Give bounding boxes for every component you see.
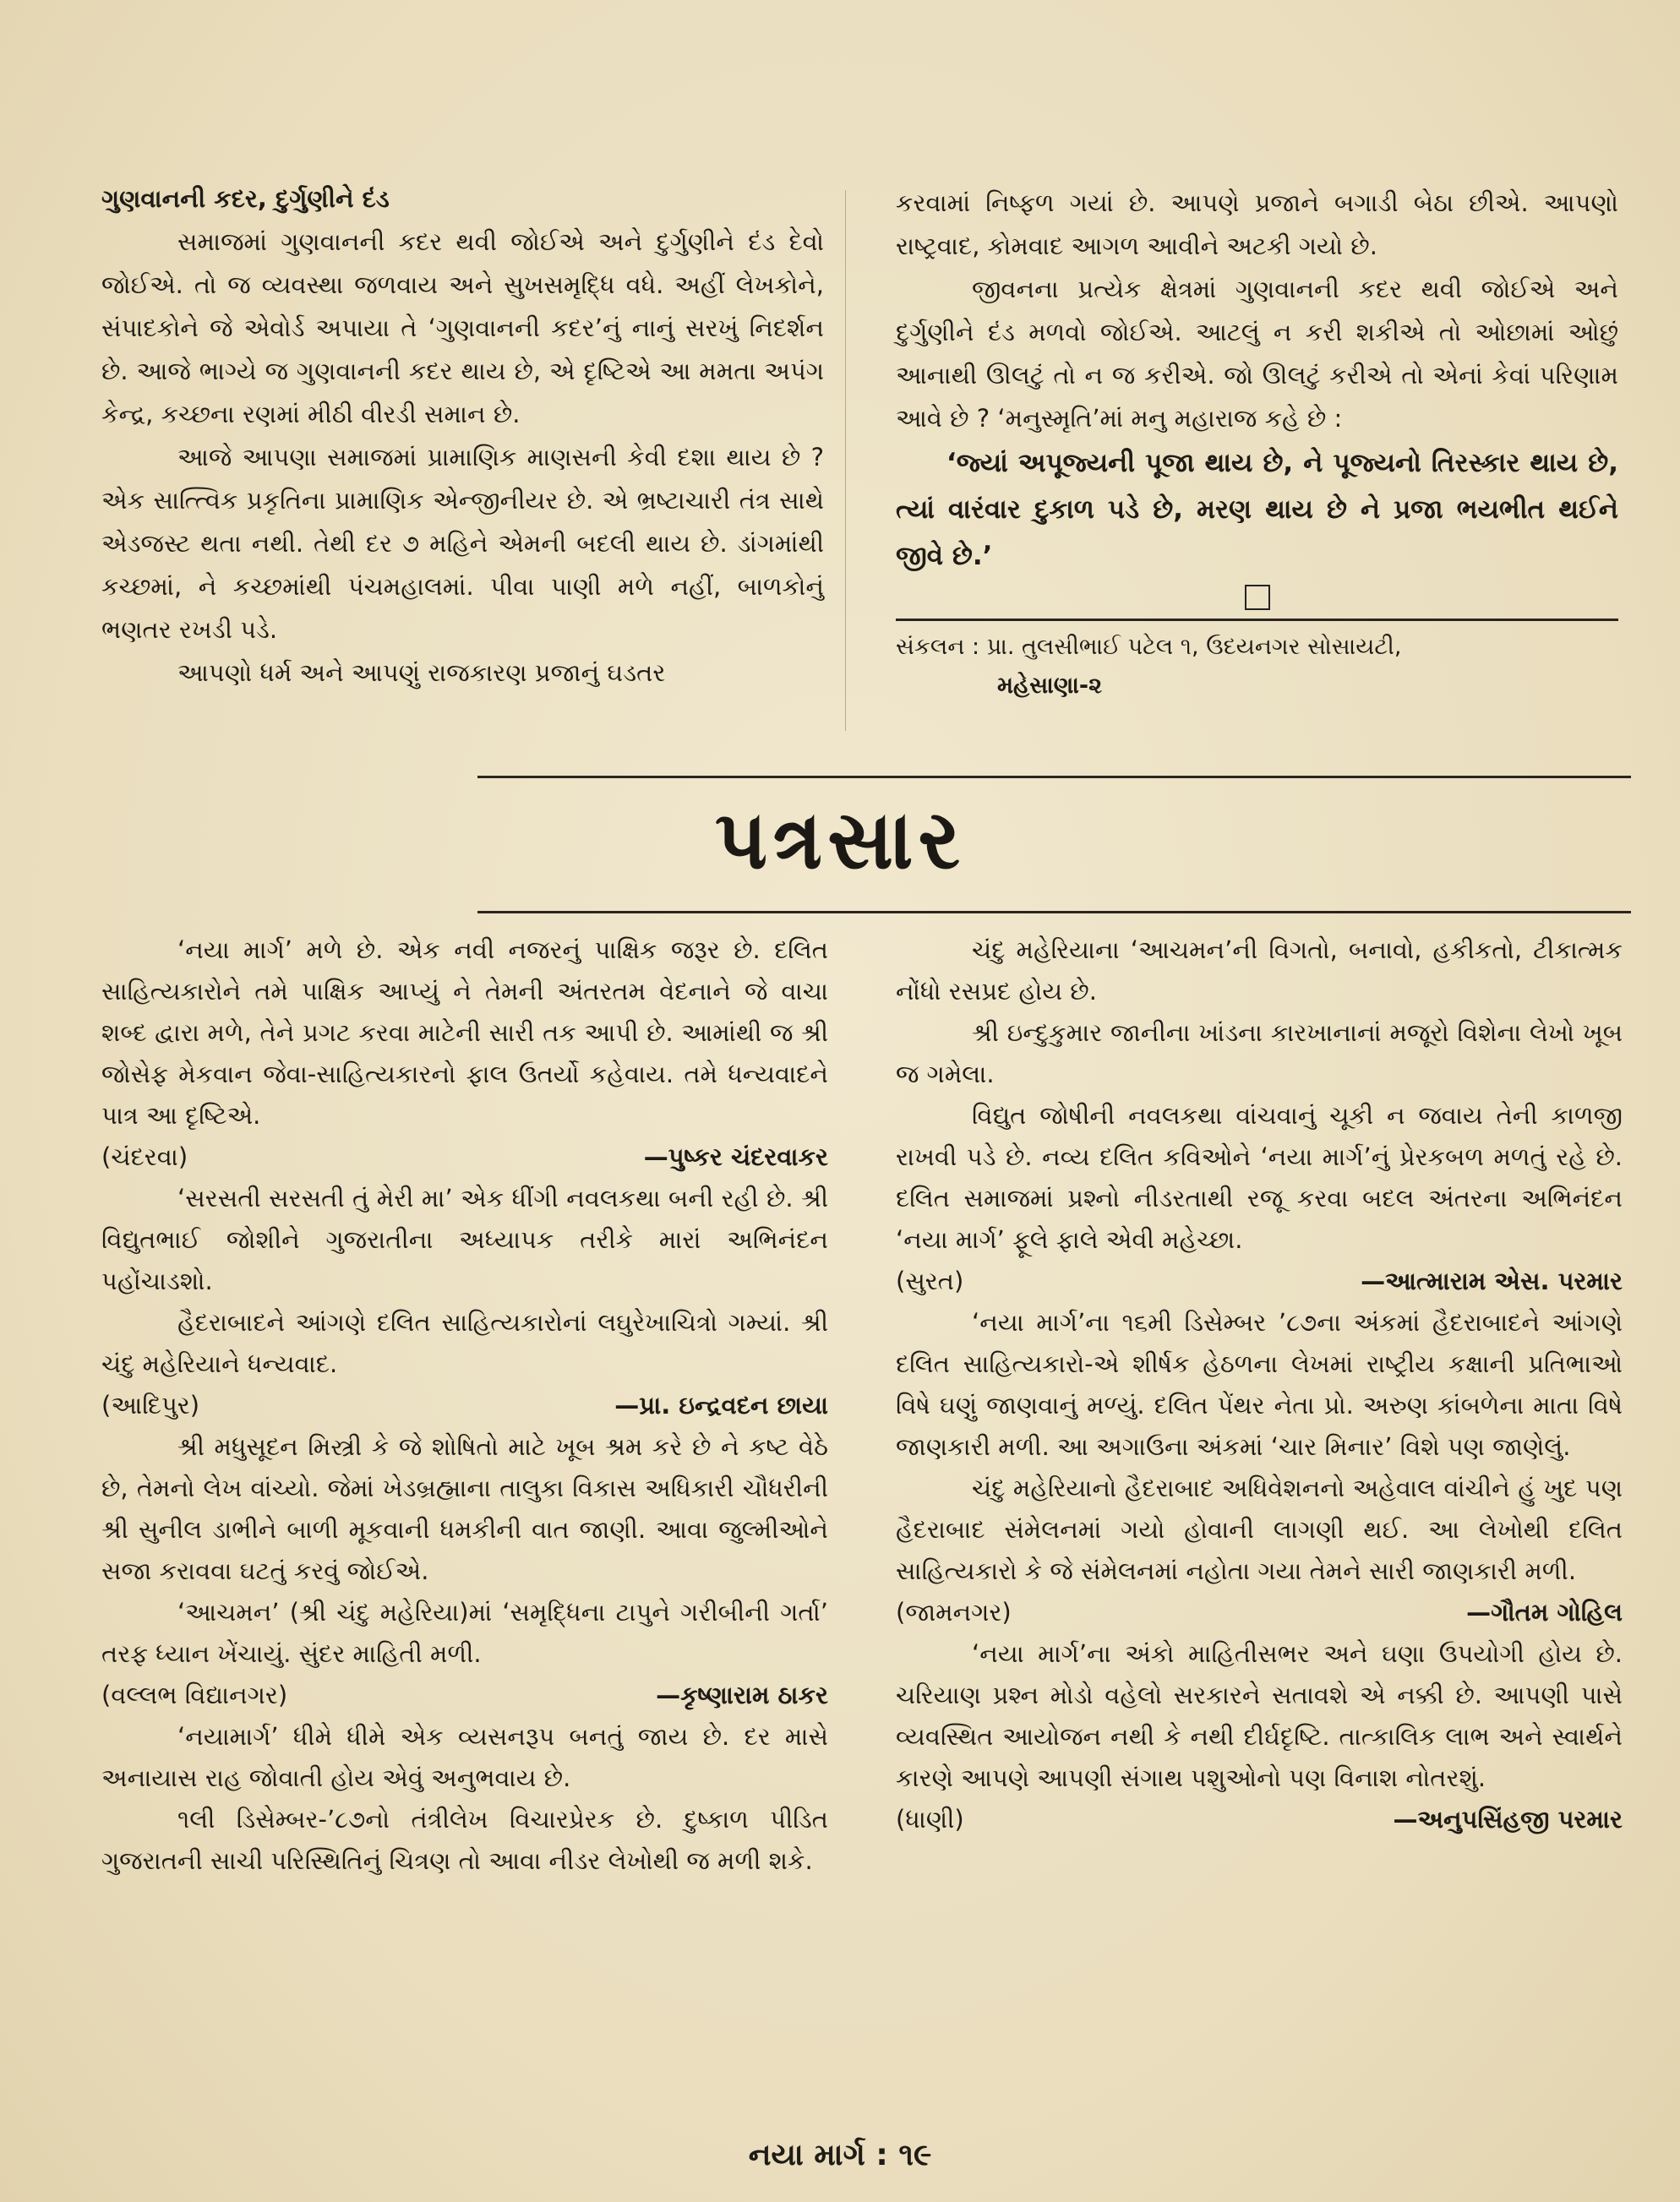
- letter-author: —ગૌતમ ગોહિલ: [1466, 1598, 1623, 1627]
- letter-author: —કૃષ્ણારામ ઠાકર: [656, 1681, 828, 1709]
- credit-city: મહેસાણા-૨: [997, 673, 1102, 699]
- letter-text: ‘આચમન’ (શ્રી ચંદુ મહેરિયા)માં ‘સમૃદ્ધિના ટાપુને ગરીબીની ગર્તા’ તરફ ધ્યાન ખેંચાયું. સુંદર માહિતી મળી.: [101, 1598, 828, 1668]
- credit-rule: [896, 619, 1618, 621]
- letter-text: હૈદરાબાદને આંગણે દલિત સાહિત્યકારોનાં લઘુરેખાચિત્રો ગમ્યાં. શ્રી ચંદુ મહેરિયાને ધન્યવાદ.: [101, 1308, 828, 1378]
- letter-place: (ચંદરવા): [101, 1142, 188, 1171]
- letter-text: ચંદુ મહેરિયાનો હૈદરાબાદ અધિવેશનનો અહેવાલ વાંચીને હું ખુદ પણ હૈદરાબાદ સંમેલનમાં ગયો હોવાની લાગણી થઈ. આ લેખોથી દલિત સાહિત્યકારો કે જે સંમેલનમાં નહોતા ગયા તેમને સારી જાણકારી મળી.: [896, 1474, 1623, 1585]
- letter-signature: [896, 1261, 1623, 1302]
- letter-text: ૧લી ડિસેમ્બર-’૮૭નો તંત્રીલેખ વિચારપ્રેરક છે. દુષ્કાળ પીડિત ગુજરાતની સાચી પરિસ્થિતિનું ચિત્રણ તો આવા નીડર લેખોથી જ મળી શકે.: [101, 1805, 828, 1875]
- column-divider: [845, 190, 846, 731]
- paragraph: આજે આપણા સમાજમાં પ્રામાણિક માણસની કેવી દશા થાય છે ? એક સાત્ત્વિક પ્રકૃતિના પ્રામાણિક એન્જીનીયર છે. એ ભ્રષ્ટાચારી તંત્ર સાથે એડજસ્ટ થતા નથી. તેથી દર ૭ મહિને એમની બદલી થાય છે. ડાંગમાંથી કચ્છમાં, ને કચ્છમાંથી પંચમહાલમાં. પીવા પાણી મળે નહીં, બાળકોનું ભણતર રખડી પડે.: [101, 443, 824, 644]
- top-left-column: [101, 177, 824, 695]
- letters-right-column: [896, 929, 1623, 1840]
- letter-text: ‘નયા માર્ગ’ના ૧૬મી ડિસેમ્બર ’૮૭ના અંકમાં હૈદરાબાદને આંગણે દલિત સાહિત્યકારો-એ શીર્ષક હેઠળના લેખમાં રાષ્ટ્રીય કક્ષાની પ્રતિભાઓ વિષે ઘણું જાણવાનું મળ્યું. દલિત પેંથર નેતા પ્રો. અરુણ કાંબળેના માતા વિષે જાણકારી મળી. આ અગાઉના અંકમાં ‘ચાર મિનાર’ વિશે પણ જાણેલું.: [896, 1308, 1623, 1461]
- top-right-column: [896, 182, 1618, 706]
- letter-place: (આદિપુર): [101, 1391, 200, 1420]
- letter-author: —પ્રા. ઇન્દ્રવદન છાયા: [614, 1391, 828, 1420]
- letter-signature: [101, 1136, 828, 1178]
- title-rule-top: [477, 776, 1631, 778]
- paragraph: આપણો ધર્મ અને આપણું રાજકારણ પ્રજાનું ઘડતર: [177, 658, 666, 687]
- quote: ‘જ્યાં અપૂજ્યની પૂજા થાય છે, ને પૂજ્યનો તિરસ્કાર થાય છે, ત્યાં વારંવાર દુકાળ પડે છે, મરણ થાય છે ને પ્રજા ભયભીત થઈને જીવે છે.’: [896, 448, 1618, 571]
- letter-text: ‘નયા માર્ગ’ના અંકો માહિતીસભર અને ઘણા ઉપયોગી હોય છે. ચરિયાણ પ્રશ્ન મોડો વહેલો સરકારને સતાવશે એ નક્કી છે. આપણી પાસે વ્યવસ્થિત આયોજન નથી કે નથી દીર્ઘદૃષ્ટિ. તાત્કાલિક લાભ અને સ્વાર્થને કારણે આપણે આપણી સંગાથ પશુઓનો પણ વિનાશ નોતરશું.: [896, 1639, 1623, 1792]
- section-title: પત્રસાર: [714, 793, 966, 887]
- page-footer: નયા માર્ગ : ૧૯: [748, 2138, 932, 2172]
- paragraph: સમાજમાં ગુણવાનની કદર થવી જોઈએ અને દુર્ગુણીને દંડ દેવો જોઈએ. તો જ વ્યવસ્થા જળવાય અને સુખસમૃદ્ધિ વધે. અહીં લેખકોને, સંપાદકોને જે એવોર્ડ અપાયા તે ‘ગુણવાનની કદર’નું નાનું સરખું નિદર્શન છે. આજે ભાગ્યે જ ગુણવાનની કદર થાય છે, એ દૃષ્ટિએ આ મમતા અપંગ કેન્દ્ર, કચ્છના રણમાં મીઠી વીરડી સમાન છે.: [101, 227, 824, 428]
- letter-place: (જામનગર): [896, 1598, 1012, 1627]
- title-rule-bottom: [477, 911, 1631, 913]
- letter-text: શ્રી ઇન્દુકુમાર જાનીના ખાંડના કારખાનાનાં મજૂરો વિશેના લેખો ખૂબ જ ગમેલા.: [896, 1018, 1623, 1088]
- letter-text: ચંદુ મહેરિયાના ‘આચમન’ની વિગતો, બનાવો, હકીકતો, ટીકાત્મક નોંધો રસપ્રદ હોય છે.: [896, 935, 1623, 1006]
- paragraph: જીવનના પ્રત્યેક ક્ષેત્રમાં ગુણવાનની કદર થવી જોઈએ અને દુર્ગુણીને દંડ મળવો જોઈએ. આટલું ન કરી શકીએ તો ઓછામાં ઓછું આનાથી ઊલટું તો ન જ કરીએ. જો ઊલટું કરીએ તો એનાં કેવાં પરિણામ આવે છે ? ‘મનુસ્મૃતિ’માં મનુ મહારાજ કહે છે :: [896, 275, 1618, 433]
- letter-signature: [101, 1385, 828, 1426]
- section-heading: ગુણવાનની કદર, દુર્ગુણીને દંડ: [101, 184, 390, 213]
- letter-signature: [896, 1799, 1623, 1840]
- credit: [896, 628, 1618, 706]
- paragraph: કરવામાં નિષ્ફળ ગયાં છે. આપણે પ્રજાને બગાડી બેઠા છીએ. આપણો રાષ્ટ્રવાદ, કોમવાદ આગળ આવીને અટકી ગયો છે.: [896, 188, 1618, 260]
- letter-text: ‘સરસતી સરસતી તું મેરી મા’ એક ધીંગી નવલકથા બની રહી છે. શ્રી વિદ્યુતભાઈ જોશીને ગુજરાતીના અધ્યાપક તરીકે મારાં અભિનંદન પહોંચાડશો.: [101, 1184, 828, 1295]
- letter-author: —અનુપસિંહજી પરમાર: [1393, 1805, 1623, 1834]
- letter-text: વિદ્યુત જોષીની નવલકથા વાંચવાનું ચૂકી ન જવાય તેની કાળજી રાખવી પડે છે. નવ્ય દલિત કવિઓને ‘નયા માર્ગ’નું પ્રેરકબળ મળતું રહે છે. દલિત સમાજમાં પ્રશ્નો નીડરતાથી રજૂ કરવા બદલ અંતરના અભિનંદન ‘નયા માર્ગ’ ફૂલે ફાલે એવી મહેચ્છા.: [896, 1101, 1623, 1254]
- credit-line: સંકલન : પ્રા. તુલસીભાઈ પટેલ ૧, ઉદયનગર સોસાયટી,: [896, 634, 1402, 660]
- end-mark-icon: [1245, 585, 1270, 610]
- letter-place: (ધાણી): [896, 1805, 964, 1834]
- letter-text: ‘નયા માર્ગ’ મળે છે. એક નવી નજરનું પાક્ષિક જરૂર છે. દલિત સાહિત્યકારોને તમે પાક્ષિક આપ્યું ને તેમની અંતરતમ વેદનાને જે વાચા શબ્દ દ્વારા મળે, તેને પ્રગટ કરવા માટેની સારી તક આપી છે. આમાંથી જ શ્રી જોસેફ મેકવાન જેવા-સાહિત્યકારનો ફાલ ઉતર્યો કહેવાય. તમે ધન્યવાદને પાત્ર આ દૃષ્ટિએ.: [101, 935, 828, 1130]
- letter-signature: [101, 1675, 828, 1716]
- letter-text: શ્રી મધુસૂદન મિસ્ત્રી કે જે શોષિતો માટે ખૂબ શ્રમ કરે છે ને કષ્ટ વેઠે છે, તેમનો લેખ વાંચ્યો. જેમાં ખેડબ્રહ્માના તાલુકા વિકાસ અધિકારી ચૌધરીની શ્રી સુનીલ ડાભીને બાળી મૂકવાની ધમકીની વાત જાણી. આવા જુલ્મીઓને સજા કરાવવા ઘટતું કરવું જોઈએ.: [101, 1432, 828, 1585]
- letter-text: ‘નયામાર્ગ’ ધીમે ધીમે એક વ્યસનરૂપ બનતું જાય છે. દર માસે અનાયાસ રાહ જોવાતી હોય એવું અનુભવાય છે.: [101, 1722, 828, 1792]
- letter-author: —આત્મારામ એસ. પરમાર: [1361, 1267, 1623, 1295]
- letters-left-column: [101, 929, 828, 1882]
- letter-place: (વલ્લભ વિદ્યાનગર): [101, 1681, 288, 1709]
- letter-place: (સુરત): [896, 1267, 964, 1295]
- letter-signature: [896, 1592, 1623, 1633]
- letter-author: —પુષ્કર ચંદરવાકર: [643, 1142, 828, 1171]
